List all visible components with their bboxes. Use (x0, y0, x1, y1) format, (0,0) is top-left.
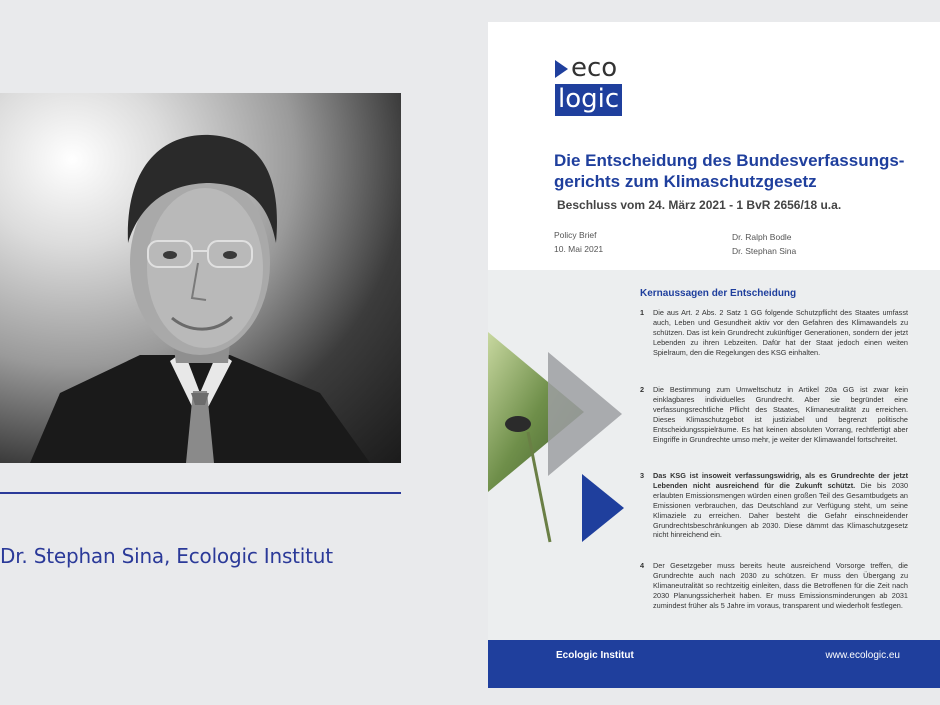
gray-triangle (548, 352, 622, 476)
author-2: Dr. Stephan Sina (732, 246, 797, 256)
finding-text: Der Gesetzgeber muss bereits heute ausreichend Vorsorge treffen, die Grundrechte auch nach 2030 zu schützen. Er muss den Übergang zu Klimaneutralität so rechtzeitig einleiten, dass die Betroffenen für die Zeit nach 2030 Planungssicherheit haben. Er muss Emissionsminderungen ab 2031 zumindest früher als 5 Jahre im voraus, transparent und wiederholt festlegen. (653, 561, 908, 610)
finding-number: 4 (640, 561, 645, 570)
finding-number: 3 (640, 471, 645, 480)
logo-logic-text: logic (555, 84, 622, 116)
finding-number: 1 (640, 308, 645, 317)
footer-website-link[interactable]: www.ecologic.eu (825, 650, 900, 661)
photo-caption: Dr. Stephan Sina, Ecologic Institut (0, 544, 333, 568)
finding-text-wrapper (653, 471, 908, 540)
footer-institute-name: Ecologic Institut (556, 650, 634, 661)
finding-bold-text: Das KSG ist insoweit verfassungswidrig, als es Grundrechte der jetzt Lebenden nicht ausreichend für die Zukunft schützt. (653, 471, 908, 490)
document-subtitle: Beschluss vom 24. März 2021 - 1 BvR 2656/18 u.a. (557, 198, 842, 212)
author-1: Dr. Ralph Bodle (732, 232, 792, 242)
finding-item (640, 308, 908, 358)
caption-divider (0, 492, 401, 494)
key-findings-heading: Kernaussagen der Entscheidung (640, 288, 797, 299)
finding-number: 2 (640, 385, 645, 394)
finding-text: Die bis 2030 erlaubten Emissionsmengen würden einen großen Teil des Gesamtbudgets an Emissionen verbrauchen, das Deutschland zur Verfügung steht, um seine Klimaziele zu erreichen. Daher besteht die Gefahr einschneidender Grundrechtsbeschränkungen ab 2030. Diese dämmt das Klimaschutzgesetz nicht hinreichend ein. (653, 480, 909, 540)
document-footer (488, 640, 940, 688)
finding-text: Die Bestimmung zum Umweltschutz in Artikel 20a GG ist zwar kein einklagbares individuelles Grundrecht. Aber sie begründet eine verfassungsrechtliche Pflicht des Staates, Klimaneutralität zu erreichen. Dieses Klimaschutzgebot ist justiziabel und begrenzt politische Entscheidungsspielräume. Es hat keinen absoluten Vorrang, rechtfertigt aber Eingriffe in Grundrechte umso mehr, je weiter der Klimawandel fortschreitet. (653, 385, 908, 444)
finding-item (640, 385, 908, 444)
portrait-photo (0, 93, 401, 463)
finding-text: Die aus Art. 2 Abs. 2 Satz 1 GG folgende Schutzpflicht des Staates umfasst auch, Leben und Gesundheit aktiv vor den Gefahren des Klimawandels zu schützen. Das ist kein Grundrecht zukünftiger Generationen, sondern der jetzt Lebenden zu ihren Lebzeiten. Dafür hat der Staat jedoch einen weiten Spielraum, den die Regelungen des KSG einhalten. (653, 308, 908, 357)
blue-triangle (582, 474, 624, 542)
finding-item (640, 471, 908, 540)
document-title: Die Entscheidung des Bundesverfassungs-gerichts zum Klimaschutzgesetz (554, 151, 905, 191)
logo-triangle-icon (555, 60, 568, 78)
policy-brief-document (488, 22, 940, 688)
portrait-illustration (0, 93, 401, 463)
decorative-triangles (488, 312, 628, 562)
finding-item (640, 561, 908, 611)
document-type: Policy Brief (554, 230, 597, 240)
document-date: 10. Mai 2021 (554, 244, 604, 254)
bee-icon (505, 416, 531, 432)
logo-eco-text: eco (571, 53, 618, 83)
